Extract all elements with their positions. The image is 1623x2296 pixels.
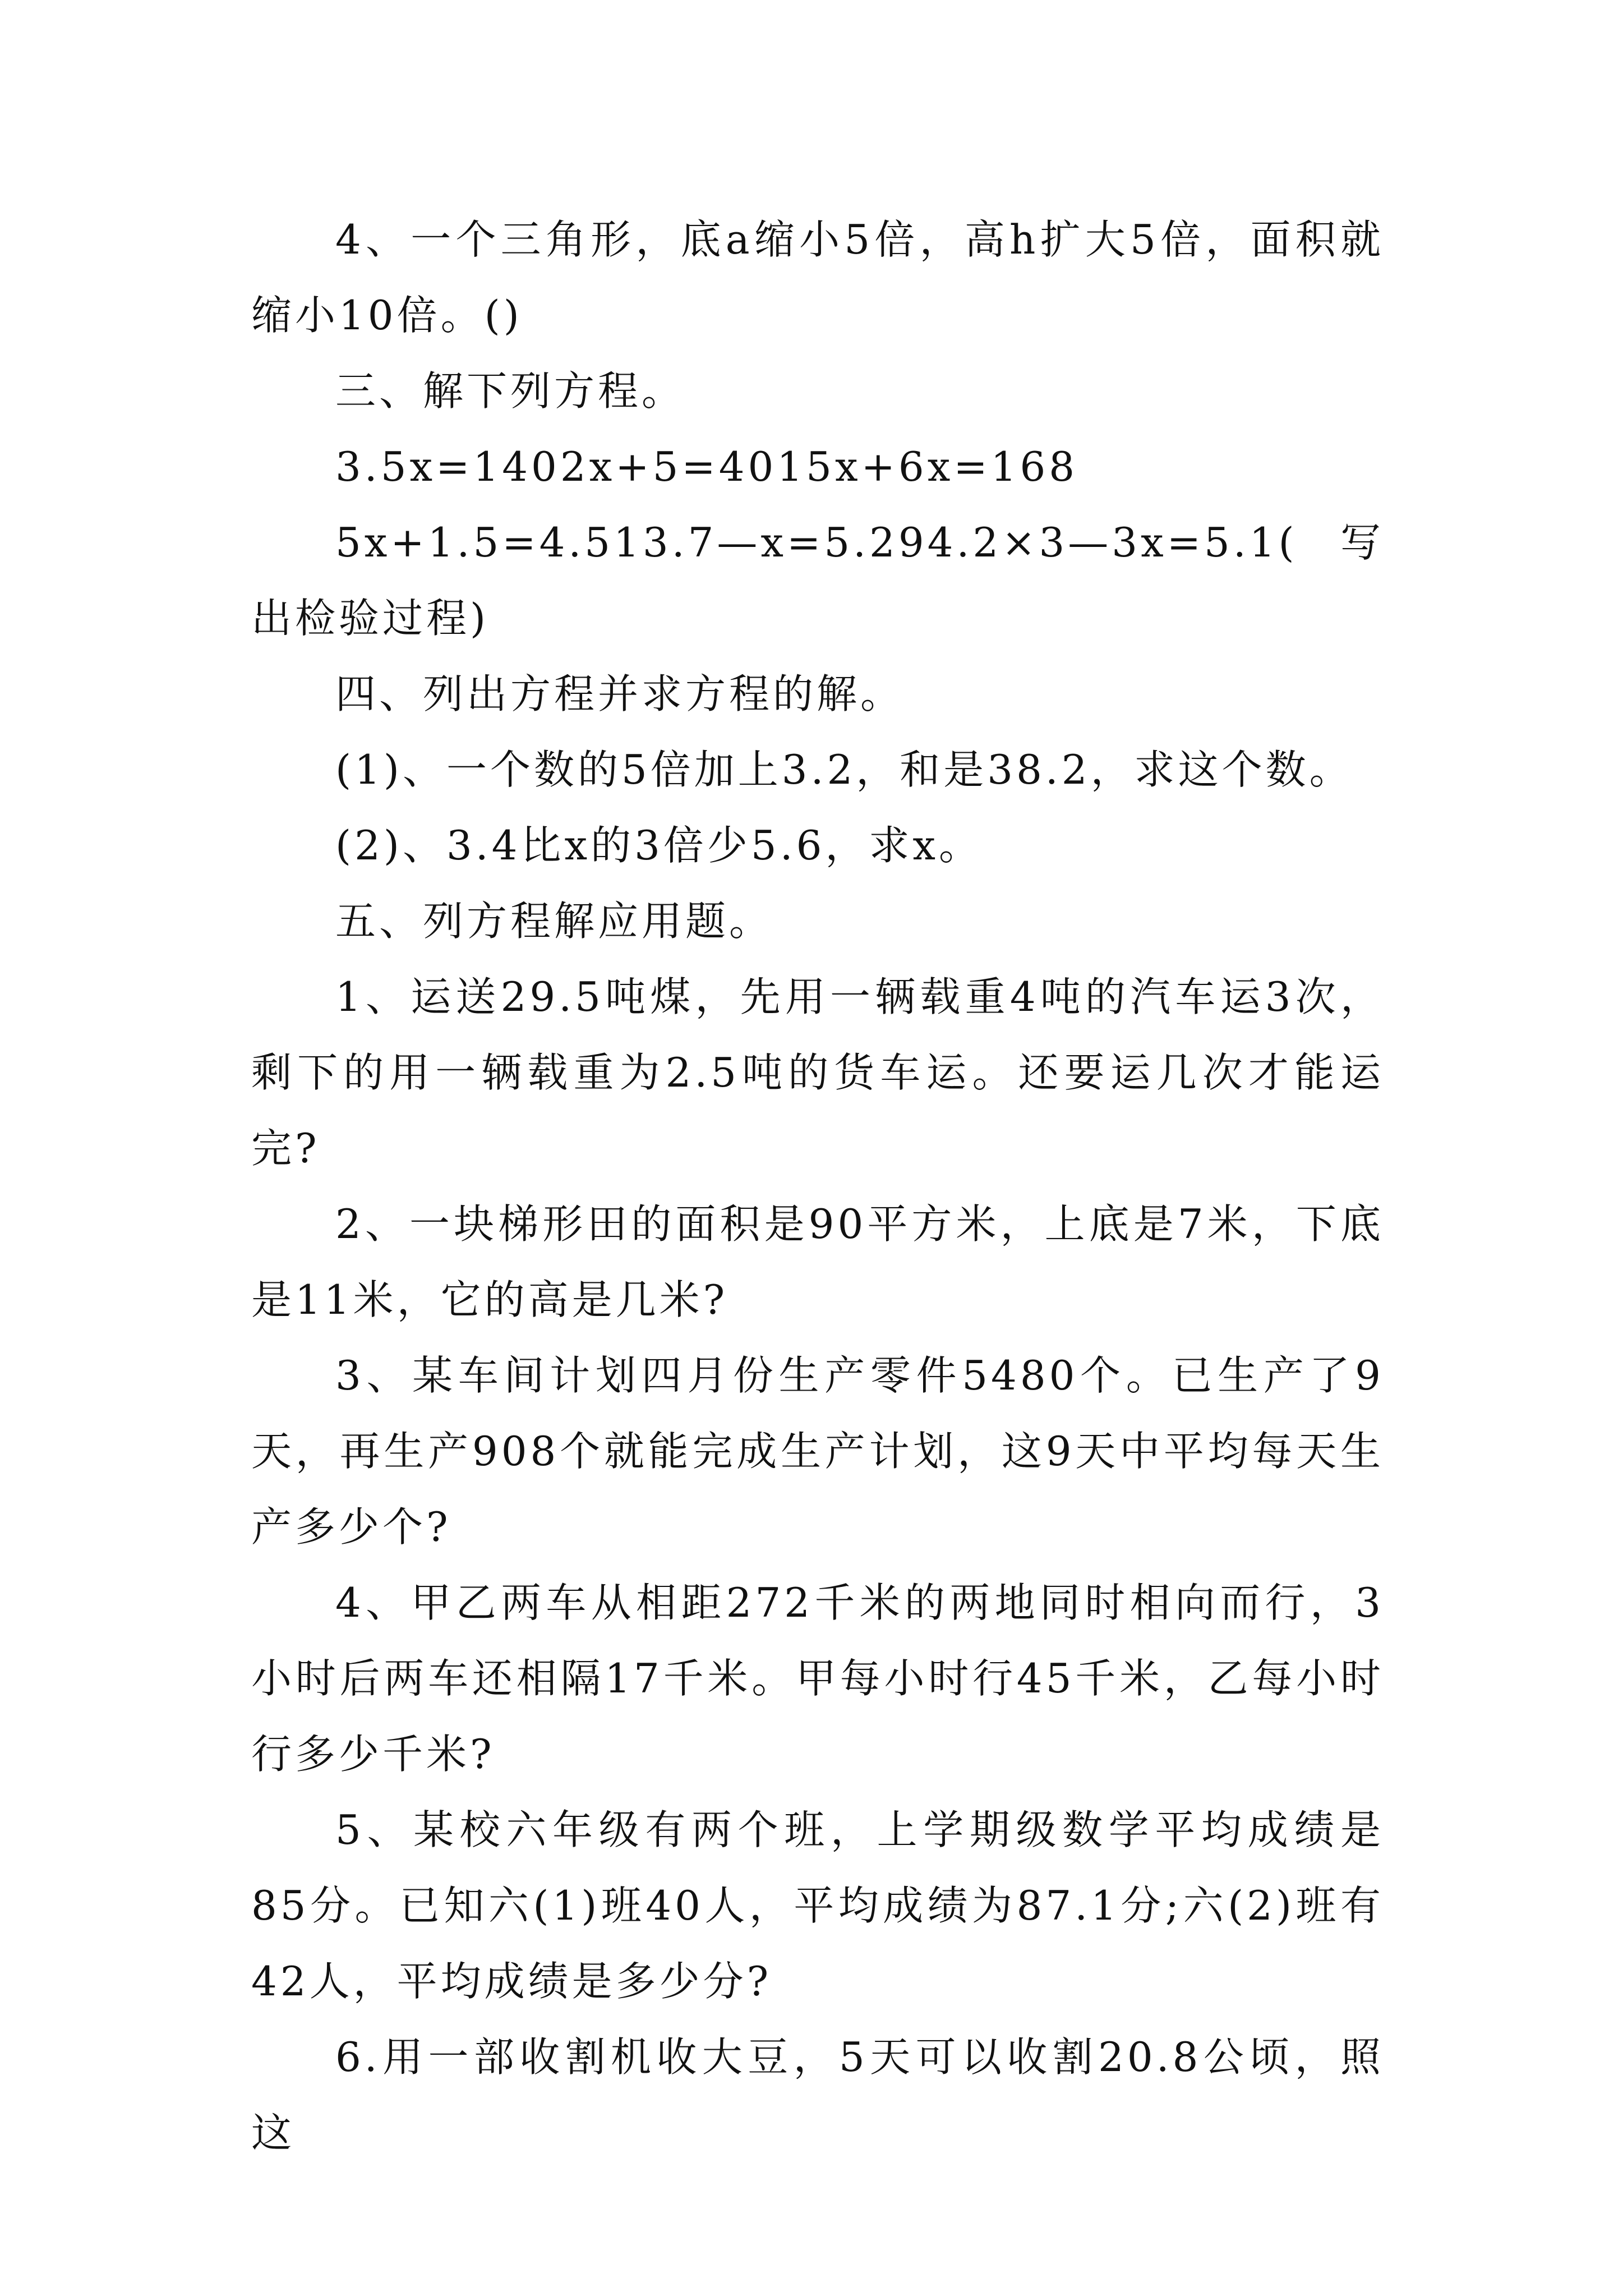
section-four-item-2: (2)、3.4比x的3倍少5.6，求x。 [335,822,983,869]
word-problem-4: 4、甲乙两车从相距272千米的两地同时相向而行，3小时后两车还相隔17千米。甲每小时行45千米，乙每小时行多少千米? [251,1579,1384,1778]
section-five-heading: 五、列方程解应用题。 [335,898,773,945]
section-three-heading: 三、解下列方程。 [335,367,686,415]
word-problem-2: 2、一块梯形田的面积是90平方米，上底是7米，下底是11米，它的高是几米? [251,1200,1384,1323]
document-body [251,202,1384,2171]
section-four-heading: 四、列出方程并求方程的解。 [335,670,905,717]
equations-row-1: 3.5x=1402x+5=4015x+6x=168 [335,443,1078,490]
word-problem-1: 1、运送29.5吨煤，先用一辆载重4吨的汽车运3次，剩下的用一辆载重为2.5吨的货车运。还要运几次才能运完? [251,973,1384,1172]
equations-row-2: 5x+1.5=4.513.7—x=5.294.2×3—3x=5.1(写出检验过程) [251,519,1384,642]
section-four-item-1: (1)、一个数的5倍加上3.2，和是38.2，求这个数。 [335,746,1353,793]
word-problem-6: 6.用一部收割机收大豆，5天可以收割20.8公顷，照这 [251,2033,1384,2156]
question-4-triangle: 4、一个三角形，底a缩小5倍，高h扩大5倍，面积就缩小10倍。() [251,216,1384,339]
word-problem-3: 3、某车间计划四月份生产零件5480个。已生产了9天，再生产908个就能完成生产计划，这9天中平均每天生产多少个? [251,1352,1384,1550]
word-problem-5: 5、某校六年级有两个班，上学期级数学平均成绩是85分。已知六(1)班40人，平均成绩为87.1分;六(2)班有42人，平均成绩是多少分? [251,1806,1384,2005]
